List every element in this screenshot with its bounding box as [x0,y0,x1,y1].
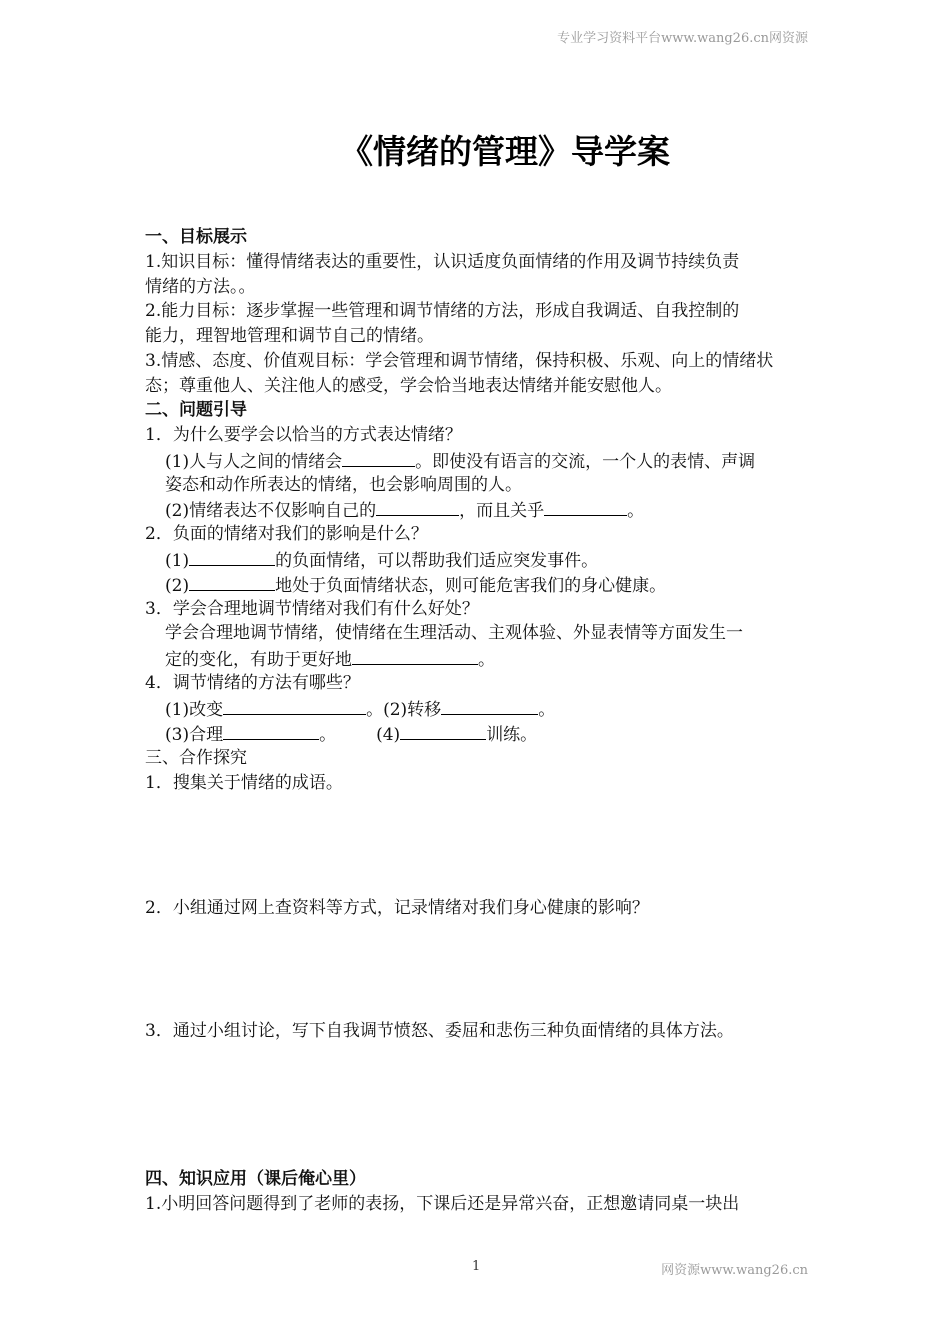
question-text: 定的变化，有助于更好地 [165,650,352,670]
fill-blank[interactable] [400,721,486,740]
fill-blank[interactable] [223,721,319,740]
fill-blank[interactable] [376,497,459,516]
page-number: 1 [472,1259,481,1274]
question-text: (1)改变 [165,700,224,720]
fill-blank[interactable] [223,696,366,715]
goal-line: 态；尊重他人、关注他人的感受，学会恰当地表达情绪并能安慰他人。 [145,376,672,396]
question: 1．为什么要学会以恰当的方式表达情绪？ [145,425,462,445]
question-text: 训练。 [486,725,538,745]
question-item [165,448,755,475]
question-item [165,547,598,574]
document-title: 《情绪的管理》导学案 [340,132,670,171]
fill-blank[interactable] [352,646,478,665]
question-text: (1) [165,551,190,571]
goal-line: 3.情感、态度、价值观目标：学会管理和调节情绪，保持积极、乐观、向上的情绪状 [145,351,774,371]
question-text: 。即使没有语言的交流，一个人的表情、声调 [415,452,756,472]
question: 4．调节情绪的方法有哪些？ [145,673,360,693]
goal-line: 能力，理智地管理和调节自己的情绪。 [145,326,434,346]
question: 2．负面的情绪对我们的影响是什么？ [145,524,428,544]
question-item [165,646,495,673]
fill-blank[interactable] [441,696,538,715]
question: 1．搜集关于情绪的成语。 [145,773,343,793]
section-heading-goals: 一、目标展示 [145,227,247,247]
question: 1.小明回答问题得到了老师的表扬，下课后还是异常兴奋，正想邀请同桌一块出 [145,1194,740,1214]
question-item: 学会合理地调节情绪，使情绪在生理活动、主观体验、外显表情等方面发生一 [165,623,743,643]
fill-blank[interactable] [342,448,415,467]
question-item [165,696,555,723]
question-text: 地处于负面情绪状态，则可能危害我们的身心健康。 [275,576,667,596]
question-item: 姿态和动作所表达的情绪，也会影响周围的人。 [165,475,522,495]
fill-blank[interactable] [189,572,275,591]
question-text: 。 [478,650,495,670]
question-text: 。 [538,700,556,720]
goal-line: 1.知识目标：懂得情绪表达的重要性，认识适度负面情绪的作用及调节持续负责 [145,252,740,272]
question-item [165,497,644,524]
question-text: (1)人与人之间的情绪会 [165,452,343,472]
question: 3．学会合理地调节情绪对我们有什么好处？ [145,599,479,619]
goal-line: 情绪的方法。。 [145,277,256,297]
fill-blank[interactable] [544,497,627,516]
question-text: 。 [627,501,645,521]
question-text: 。(2)转移 [366,700,442,720]
question: 3．通过小组讨论，写下自我调节愤怒、委屈和悲伤三种负面情绪的具体方法。 [145,1021,734,1041]
question-text: 。 [319,725,337,745]
section-heading-application: 四、知识应用（课后俺心里） [145,1169,366,1189]
question-text: ，而且关乎 [459,501,545,521]
question-item [165,721,537,748]
question-text: (3)合理 [165,725,224,745]
fill-blank[interactable] [189,547,275,566]
question-item [165,572,666,599]
question-text: 的负面情绪，可以帮助我们适应突发事件。 [275,551,599,571]
goal-line: 2.能力目标：逐步掌握一些管理和调节情绪的方法，形成自我调适、自我控制的 [145,301,740,321]
section-heading-guide: 二、问题引导 [145,400,247,420]
question-text: (4) [376,725,401,745]
question: 2．小组通过网上查资料等方式，记录情绪对我们身心健康的影响？ [145,898,649,918]
question-text: (2)情绪表达不仅影响自己的 [165,501,377,521]
header-source: 专业学习资料平台www.wang26.cn网资源 [557,31,808,46]
question-text: (2) [165,576,190,596]
footer-source: 网资源www.wang26.cn [661,1263,808,1278]
section-heading-cooperation: 三、合作探究 [145,748,247,768]
